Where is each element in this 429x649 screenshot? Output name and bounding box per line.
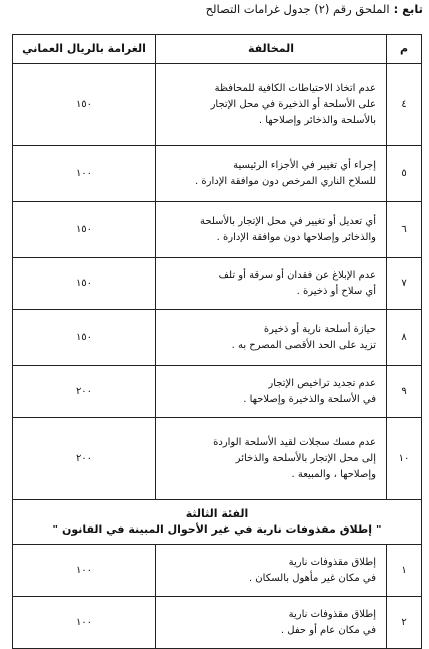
table-row xyxy=(13,64,422,146)
table-body-first xyxy=(13,64,422,500)
violation-line: في الأسلحة والذخيرة وإصلاحها . xyxy=(243,393,376,405)
violation-line: عدم الإبلاغ عن فقدان أو سرقة أو تلف xyxy=(218,269,376,281)
violation-cell xyxy=(156,366,387,418)
row-number: ٢ xyxy=(387,597,422,649)
table-body-second xyxy=(13,545,422,649)
table-row xyxy=(13,310,422,366)
violation-cell xyxy=(156,597,387,649)
row-number: ٦ xyxy=(387,202,422,258)
table-row xyxy=(13,258,422,310)
fine-amount: ٢٠٠ xyxy=(13,366,156,418)
violation-line: على الأسلحة أو الذخيرة في محل الإتجار xyxy=(210,98,376,110)
row-number: ٨ xyxy=(387,310,422,366)
fine-amount: ١٠٠ xyxy=(13,545,156,597)
row-number: ٤ xyxy=(387,64,422,146)
row-number: ١٠ xyxy=(387,418,422,500)
table-row xyxy=(13,545,422,597)
fines-table xyxy=(12,34,422,649)
violation-cell xyxy=(156,64,387,146)
section-title: الفئة الثالثة xyxy=(185,507,249,520)
fine-amount: ١٥٠ xyxy=(13,202,156,258)
violation-cell xyxy=(156,418,387,500)
col-fine-header: الغرامة بالريال العماني xyxy=(13,35,156,64)
table-row xyxy=(13,146,422,202)
violation-line: إلى محل الإتجار بالأسلحة والذخائر xyxy=(235,452,376,464)
row-number: ٥ xyxy=(387,146,422,202)
section-subtitle: " إطلاق مقذوفات نارية في غير الأحوال المبينة في القانون " xyxy=(52,523,382,536)
violation-line: للسلاح الناري المرخص دون موافقة الإدارة . xyxy=(195,175,376,187)
violation-cell xyxy=(156,310,387,366)
violation-cell xyxy=(156,258,387,310)
table-header-row xyxy=(13,35,422,64)
violation-cell xyxy=(156,146,387,202)
violation-line: والذخائر وإصلاحها دون موافقة الإدارة . xyxy=(216,231,376,243)
violation-line: بالأسلحة والذخائر وإصلاحها . xyxy=(258,114,376,126)
violation-line: عدم تجديد تراخيص الإتجار xyxy=(268,377,376,389)
violation-line: في مكان عام أو حفل . xyxy=(280,624,376,636)
table-section xyxy=(13,500,422,545)
table-row xyxy=(13,366,422,418)
fine-amount: ١٠٠ xyxy=(13,146,156,202)
table-row xyxy=(13,202,422,258)
row-number: ٧ xyxy=(387,258,422,310)
section-row xyxy=(13,500,422,545)
violation-line: وإصلاحها ، والمبيعة . xyxy=(291,468,376,480)
violation-line: حيازة أسلحة نارية أو ذخيرة xyxy=(263,323,376,335)
violation-line: إطلاق مقذوفات نارية xyxy=(288,556,376,568)
header-title: الملحق رقم (٢) جدول غرامات التصالح xyxy=(205,2,390,16)
violation-line: أي سلاح أو ذخيرة . xyxy=(296,285,376,297)
table-row xyxy=(13,597,422,649)
violation-line: إجراء أي تغيير في الأجزاء الرئيسية xyxy=(233,159,376,171)
row-number: ١ xyxy=(387,545,422,597)
page-header xyxy=(206,2,423,16)
fine-amount: ١٠٠ xyxy=(13,597,156,649)
row-number: ٩ xyxy=(387,366,422,418)
table-row xyxy=(13,418,422,500)
violation-line: تزيد على الحد الأقصى المصرح به . xyxy=(231,339,376,351)
header-lead: تابع : xyxy=(393,2,423,16)
violation-line: في مكان غير مأهول بالسكان . xyxy=(248,572,376,584)
violation-line: عدم مسك سجلات لقيد الأسلحة الواردة xyxy=(213,436,376,448)
violation-cell xyxy=(156,202,387,258)
fine-amount: ١٥٠ xyxy=(13,258,156,310)
fine-amount: ٢٠٠ xyxy=(13,418,156,500)
violation-line: إطلاق مقذوفات نارية xyxy=(288,608,376,620)
col-num-header: م xyxy=(387,35,422,64)
fine-amount: ١٥٠ xyxy=(13,64,156,146)
section-cell xyxy=(13,500,422,545)
violation-line: عدم اتخاذ الاحتياطات الكافية للمحافظة xyxy=(214,82,376,94)
violation-line: أي تعديل أو تغيير في محل الإتجار بالأسلحة xyxy=(200,215,376,227)
violation-cell xyxy=(156,545,387,597)
fine-amount: ١٥٠ xyxy=(13,310,156,366)
col-violation-header: المخالفة xyxy=(156,35,387,64)
